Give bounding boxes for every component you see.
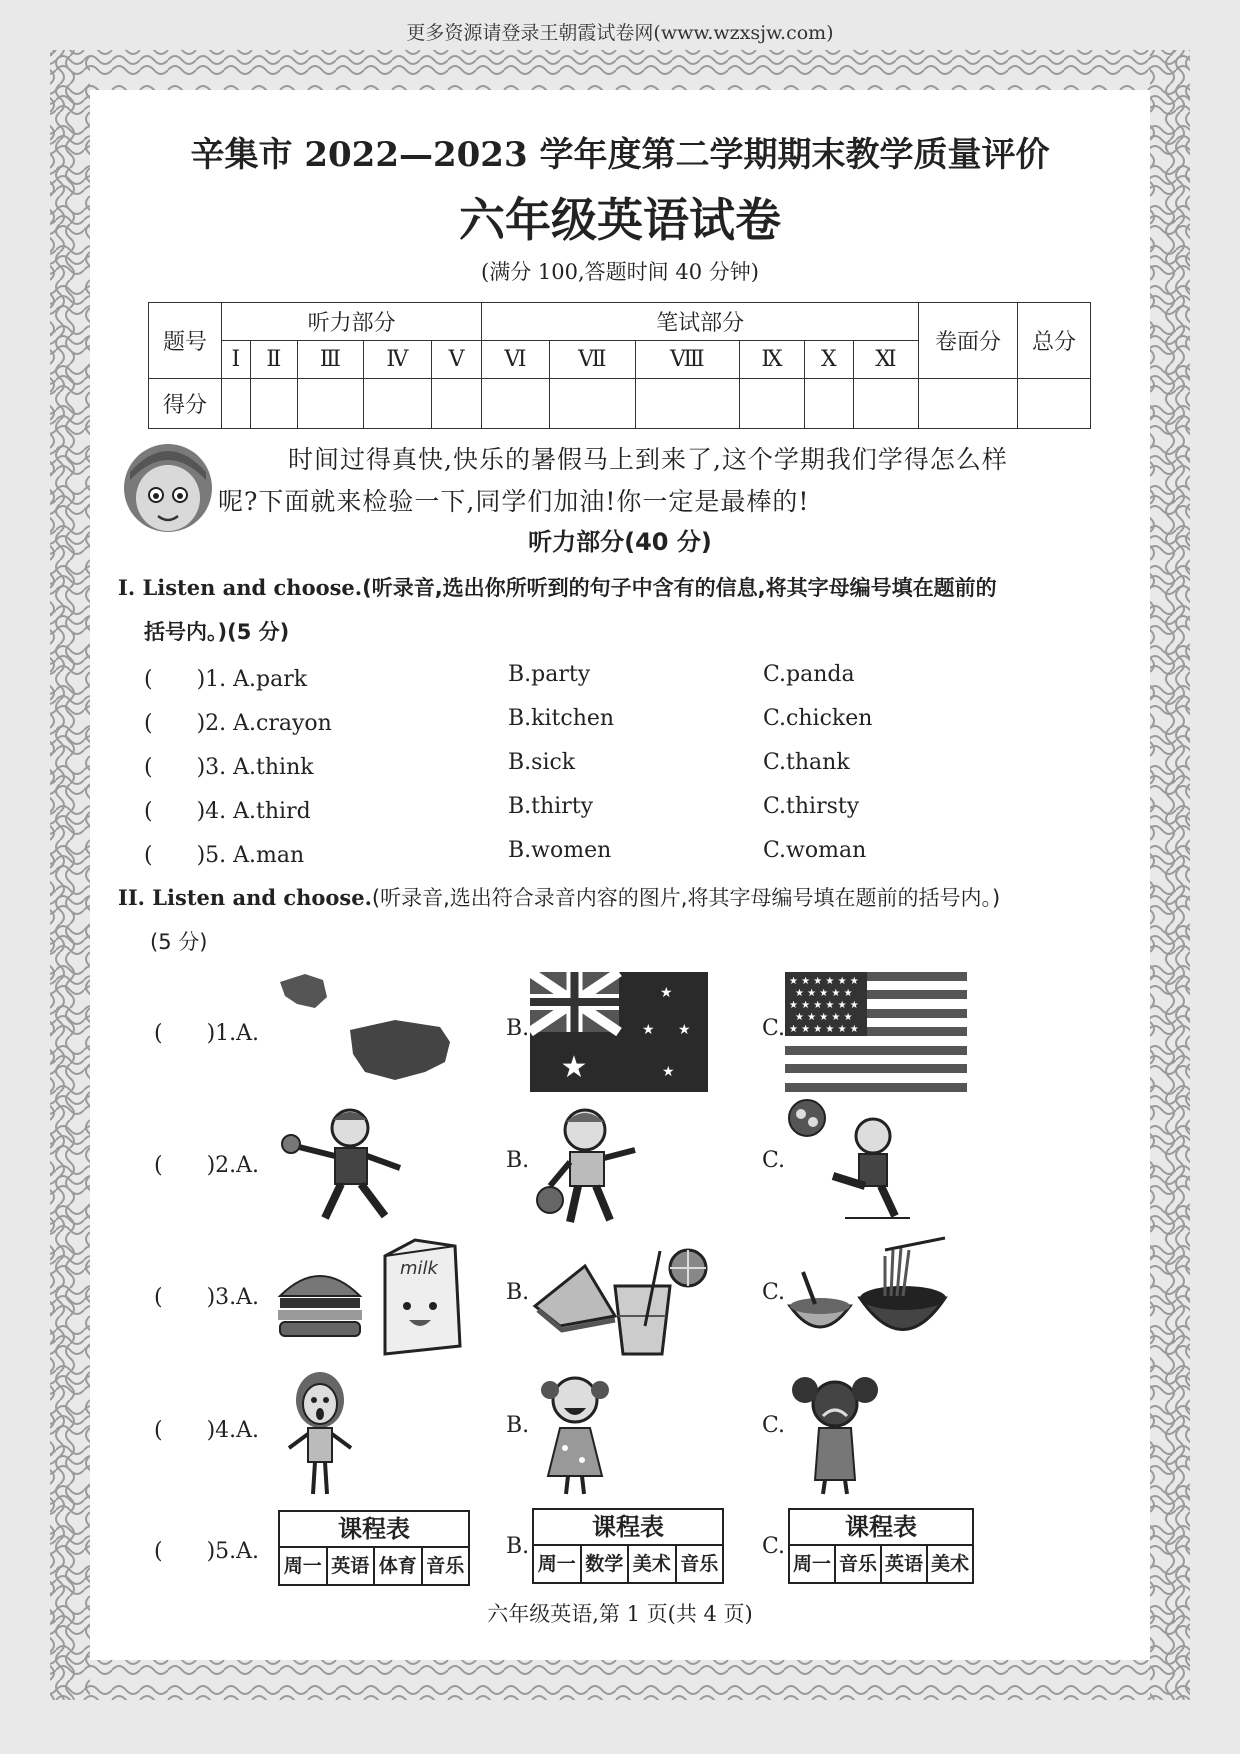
page-footer: 六年级英语,第 1 页(共 4 页)	[487, 1602, 753, 1626]
numeral-cell: Ⅹ	[804, 341, 853, 379]
schedule-cell: 美术	[930, 1553, 969, 1575]
score-input-cell[interactable]	[635, 379, 739, 429]
svg-text:★ ★ ★ ★ ★ ★: ★ ★ ★ ★ ★ ★	[789, 976, 859, 987]
svg-text:★ ★ ★ ★ ★ ★: ★ ★ ★ ★ ★ ★	[789, 1000, 859, 1011]
hamburger-milk-icon	[275, 1236, 465, 1358]
question-option-b: B.sick	[508, 750, 576, 775]
numeral-cell: Ⅺ	[853, 341, 918, 379]
schedule-cell: 英语	[328, 1548, 376, 1584]
numeral-cell: Ⅲ	[297, 341, 363, 379]
exam-title-line2: 六年级英语试卷	[459, 193, 781, 247]
schedule-cell: 体育	[375, 1548, 423, 1584]
list-item	[140, 794, 1140, 834]
australia-flag-icon	[530, 972, 708, 1092]
intro-line1: 时间过得真快,快乐的暑假马上到来了,这个学期我们学得怎么样	[288, 445, 1008, 474]
schedule-cell: 周一	[790, 1546, 836, 1582]
question-option-b: B.kitchen	[508, 706, 615, 731]
question-option-b: B.thirty	[508, 794, 593, 819]
svg-text:★ ★ ★ ★ ★ ★: ★ ★ ★ ★ ★ ★	[789, 1024, 859, 1035]
question-option-c: C.thirsty	[763, 794, 860, 819]
schedule-title: 课程表	[280, 1512, 468, 1548]
list-item	[140, 838, 1140, 878]
schedule-title: 课程表	[790, 1510, 972, 1546]
score-row-label: 得分	[149, 379, 222, 429]
svg-text:★: ★	[642, 1022, 655, 1038]
option-c-label: C.	[762, 1016, 786, 1041]
option-c-label: C.	[762, 1280, 786, 1305]
section-title: 听力部分(40 分)	[528, 528, 712, 556]
schedule-cell: 周一	[534, 1546, 582, 1582]
option-b-label: B.	[506, 1534, 530, 1559]
question-option-c: C.panda	[763, 662, 855, 687]
score-table-col-label: 题号	[149, 303, 222, 379]
question-option-c: C.thank	[763, 750, 850, 775]
part2-title-en: II. Listen and choose.	[118, 885, 372, 910]
question-label: ( )1.A.	[154, 1021, 260, 1046]
score-input-cell[interactable]	[431, 379, 481, 429]
schedule-cell: 英语	[882, 1546, 928, 1582]
score-input-cell[interactable]	[919, 379, 1018, 429]
schedule-cell: 美术	[629, 1546, 677, 1582]
option-b-label: B.	[506, 1016, 530, 1041]
score-input-cell[interactable]	[250, 379, 297, 429]
site-header: 更多资源请登录王朝霞试卷网(www.wzxsjw.com)	[406, 22, 834, 44]
svg-text:★: ★	[560, 1050, 588, 1085]
option-b-label: B.	[506, 1413, 530, 1438]
option-c-label: C.	[762, 1148, 786, 1173]
part1-title-cn: (听录音,选出你所听到的句子中含有的信息,将其字母编号填在题前的	[362, 576, 997, 600]
ping-pong-boy-icon	[275, 1106, 425, 1230]
rice-noodles-icon	[785, 1236, 950, 1358]
part2-title	[118, 882, 1000, 912]
schedule-cell: 音乐	[680, 1553, 719, 1575]
list-item	[140, 706, 1140, 746]
option-b-label: B.	[506, 1280, 530, 1305]
question-label: ( )2.A.	[154, 1153, 260, 1178]
svg-text:★: ★	[660, 985, 673, 1001]
score-input-cell[interactable]	[739, 379, 804, 429]
numeral-cell: Ⅳ	[363, 341, 431, 379]
usa-map-icon	[275, 972, 455, 1092]
milk-label: milk	[400, 1258, 438, 1279]
question-option-c: C.woman	[763, 838, 867, 863]
svg-text:★ ★ ★ ★ ★: ★ ★ ★ ★ ★	[795, 988, 853, 999]
question-option-b: B.women	[508, 838, 612, 863]
basketball-boy-icon	[530, 1106, 650, 1230]
score-input-cell[interactable]	[297, 379, 363, 429]
svg-text:★ ★ ★ ★ ★: ★ ★ ★ ★ ★	[795, 1012, 853, 1023]
total-header: 总分	[1018, 303, 1091, 379]
score-input-cell[interactable]	[482, 379, 550, 429]
happy-girl-icon	[530, 1368, 620, 1498]
option-c-label: C.	[762, 1413, 786, 1438]
question-label: ( )4.A.	[154, 1418, 260, 1443]
part1-title-en: I. Listen and choose.	[118, 575, 363, 600]
question-option-a: ( )5. A.man	[144, 843, 305, 868]
numeral-cell: Ⅰ	[222, 341, 251, 379]
option-c-label: C.	[762, 1534, 786, 1559]
football-boy-icon	[785, 1096, 915, 1226]
question-option-a: ( )3. A.think	[144, 755, 314, 780]
listening-header: 听力部分	[222, 303, 482, 341]
exam-subtitle: (满分 100,答题时间 40 分钟)	[481, 260, 759, 284]
svg-text:★: ★	[678, 1022, 691, 1038]
question-option-a: ( )4. A.third	[144, 799, 311, 824]
question-option-a: ( )2. A.crayon	[144, 711, 332, 736]
neatness-header: 卷面分	[919, 303, 1018, 379]
schedule-title: 课程表	[534, 1510, 722, 1546]
score-table	[148, 302, 1091, 429]
usa-flag-icon	[785, 972, 967, 1092]
numeral-cell: Ⅴ	[431, 341, 481, 379]
sandwich-juice-icon	[530, 1236, 720, 1358]
schedule-c	[788, 1508, 974, 1584]
score-input-cell[interactable]	[222, 379, 251, 429]
crying-girl-icon	[785, 1368, 885, 1498]
score-input-cell[interactable]	[804, 379, 853, 429]
option-b-label: B.	[506, 1148, 530, 1173]
schedule-a	[278, 1510, 470, 1586]
writing-header: 笔试部分	[482, 303, 919, 341]
part2-title-cn: (听录音,选出符合录音内容的图片,将其字母编号填在题前的括号内。)	[371, 886, 1001, 910]
numeral-cell: Ⅷ	[635, 341, 739, 379]
score-input-cell[interactable]	[363, 379, 431, 429]
part2-title-cont: (5 分)	[150, 930, 208, 954]
schedule-cell: 数学	[582, 1546, 630, 1582]
list-item	[140, 662, 1140, 702]
score-input-cell[interactable]	[853, 379, 918, 429]
svg-text:★: ★	[662, 1064, 675, 1080]
schedule-cell: 周一	[280, 1548, 328, 1584]
intro-line2: 呢?下面就来检验一下,同学们加油!你一定是最棒的!	[218, 487, 810, 516]
exam-title-line1: 辛集市 2022—2023 学年度第二学期期末教学质量评价	[190, 135, 1050, 175]
schedule-cell: 音乐	[836, 1546, 882, 1582]
score-input-cell[interactable]	[549, 379, 635, 429]
question-option-b: B.party	[508, 662, 591, 687]
schedule-b	[532, 1508, 724, 1584]
numeral-cell: Ⅸ	[739, 341, 804, 379]
list-item	[140, 750, 1140, 790]
schedule-cell: 音乐	[426, 1555, 465, 1577]
question-option-a: ( )1. A.park	[144, 667, 308, 692]
numeral-cell: Ⅵ	[482, 341, 550, 379]
scared-woman-icon	[275, 1368, 365, 1498]
question-label: ( )3.A.	[154, 1285, 260, 1310]
part1-title-cont: 括号内。)(5 分)	[144, 620, 290, 644]
question-label: ( )5.A.	[154, 1539, 260, 1564]
score-input-cell[interactable]	[1018, 379, 1091, 429]
numeral-cell: Ⅶ	[549, 341, 635, 379]
part1-title	[118, 572, 997, 602]
numeral-cell: Ⅱ	[250, 341, 297, 379]
question-option-c: C.chicken	[763, 706, 873, 731]
